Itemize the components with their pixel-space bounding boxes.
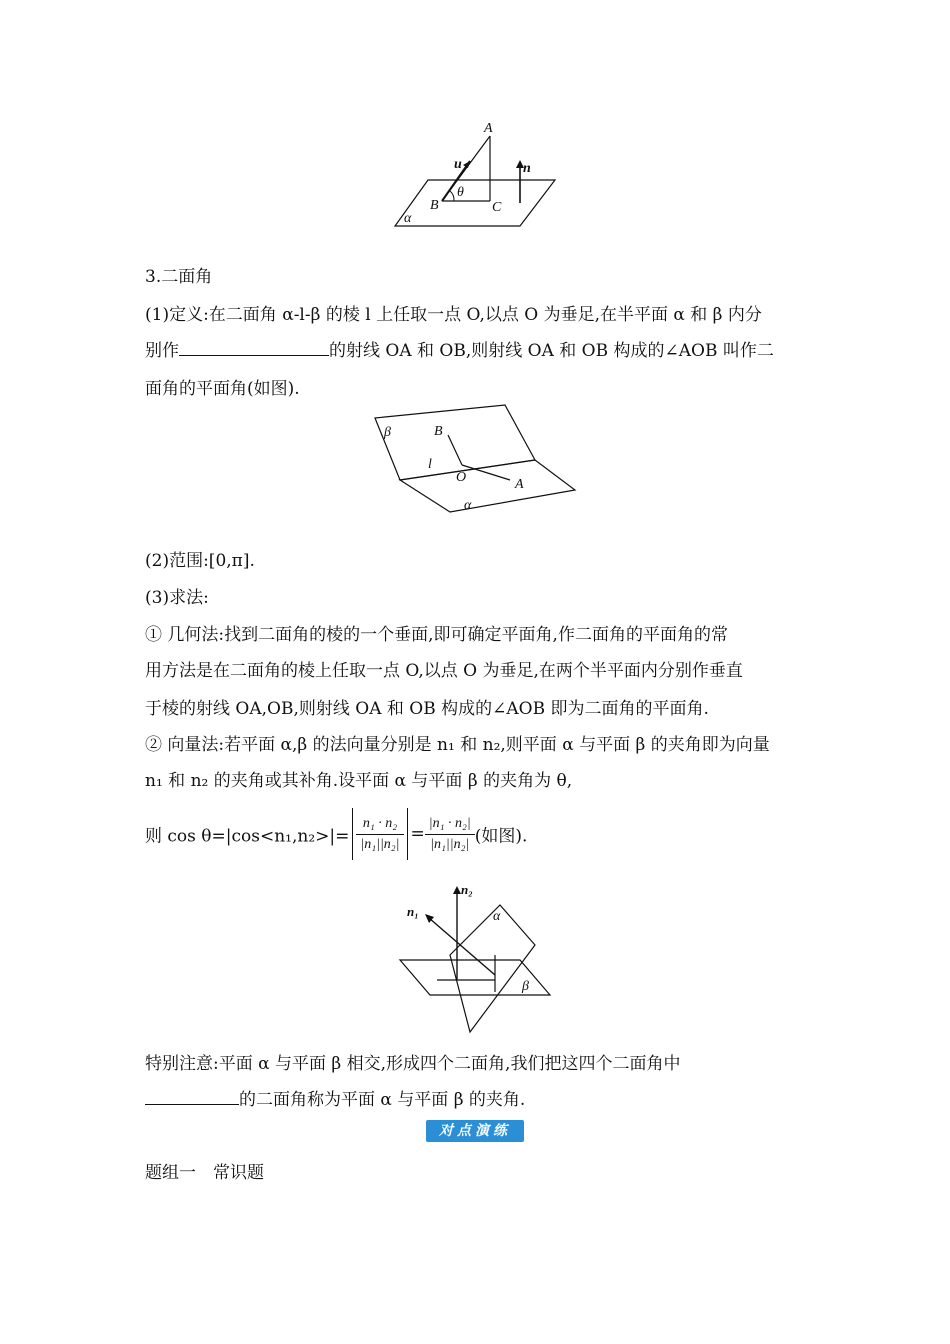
formula-suffix: (如图). [474, 826, 528, 847]
label-A: A [515, 477, 524, 492]
note-line-1: 特别注意:平面 α 与平面 β 相交,形成四个二面角,我们把这四个二面角中 [145, 1054, 681, 1074]
label-u: u [454, 157, 462, 172]
formula-fraction-2: $\frac{\text{|n₁ · n₂|}}{\text{|n₁||n₂|}}$ [425, 816, 475, 853]
angle-arc [450, 191, 454, 201]
label-theta: θ [457, 185, 464, 200]
range-line: (2)范围:[0,π]. [145, 551, 255, 571]
vector-u-arrow [463, 161, 470, 168]
figure-plane-normals [395, 880, 560, 1035]
definition-line-2: 别作 的射线 OA 和 OB,则射线 OA 和 OB 构成的∠AOB 叫作二 [145, 341, 774, 361]
vector-line-1: ② 向量法:若平面 α,β 的法向量分别是 n₁ 和 n₂,则平面 α 与平面 β 的夹角即为向量 [145, 735, 770, 755]
plane-alpha [395, 180, 555, 226]
geometric-line-2: 用方法是在二面角的棱上任取一点 O,以点 O 为垂足,在两个半平面内分别作垂直 [145, 661, 743, 681]
label-n: n [523, 161, 531, 176]
practice-badge: 对点演练 [426, 1120, 524, 1142]
plane-alpha [450, 905, 535, 1032]
method-title: (3)求法: [145, 588, 209, 608]
label-n2: n₂ [461, 882, 473, 897]
geometric-line-1: ① 几何法:找到二面角的棱的一个垂面,即可确定平面角,作二面角的平面角的常 [145, 625, 728, 645]
vector-line-2: n₁ 和 n₂ 的夹角或其补角.设平面 α 与平面 β 的夹角为 θ, [145, 771, 573, 791]
normal-n2-arrow [453, 886, 461, 894]
label-O: O [456, 470, 467, 485]
formula-fraction-1: $\frac{\text{n₁ · n₂}}{\text{|n₁||n₂|}}$ [356, 816, 403, 853]
label-alpha: α [493, 909, 501, 924]
formula-line [145, 808, 527, 860]
section-heading: 3.二面角 [145, 267, 213, 287]
formula-prefix: 则 cos θ=|cos<n₁,n₂>|= [145, 826, 350, 847]
definition-line-3: 面角的平面角(如图). [145, 379, 300, 399]
question-group-title: 题组一 常识题 [145, 1163, 264, 1183]
label-l: l [428, 457, 432, 472]
label-C: C [492, 200, 502, 215]
definition-line-1: (1)定义:在二面角 α-l-β 的棱 l 上任取一点 O,以点 O 为垂足,在半平面 α 和 β 内分 [145, 305, 762, 325]
note-line-2: 的二面角称为平面 α 与平面 β 的夹角. [145, 1085, 525, 1110]
half-plane-beta [375, 405, 535, 480]
label-n1: n₁ [407, 904, 419, 919]
normal-n1 [429, 918, 495, 975]
formula-equals: = [410, 824, 425, 844]
figure-vector-plane-angle [390, 118, 565, 233]
label-A: A [484, 121, 493, 136]
fill-blank-1 [179, 339, 329, 356]
fill-blank-2 [145, 1088, 239, 1105]
abs-bar-left [352, 808, 353, 860]
label-alpha: α [464, 498, 472, 513]
geometric-line-3: 于棱的射线 OA,OB,则射线 OA 和 OB 构成的∠AOB 即为二面角的平面角. [145, 699, 709, 719]
label-alpha: α [404, 211, 412, 226]
ray-OB [448, 435, 462, 465]
abs-bar-right [407, 808, 408, 860]
figure-dihedral-angle [370, 400, 580, 520]
label-beta: β [522, 979, 529, 994]
half-plane-alpha [400, 460, 575, 512]
label-B: B [434, 424, 443, 439]
label-B: B [430, 198, 439, 213]
label-beta: β [384, 425, 391, 440]
